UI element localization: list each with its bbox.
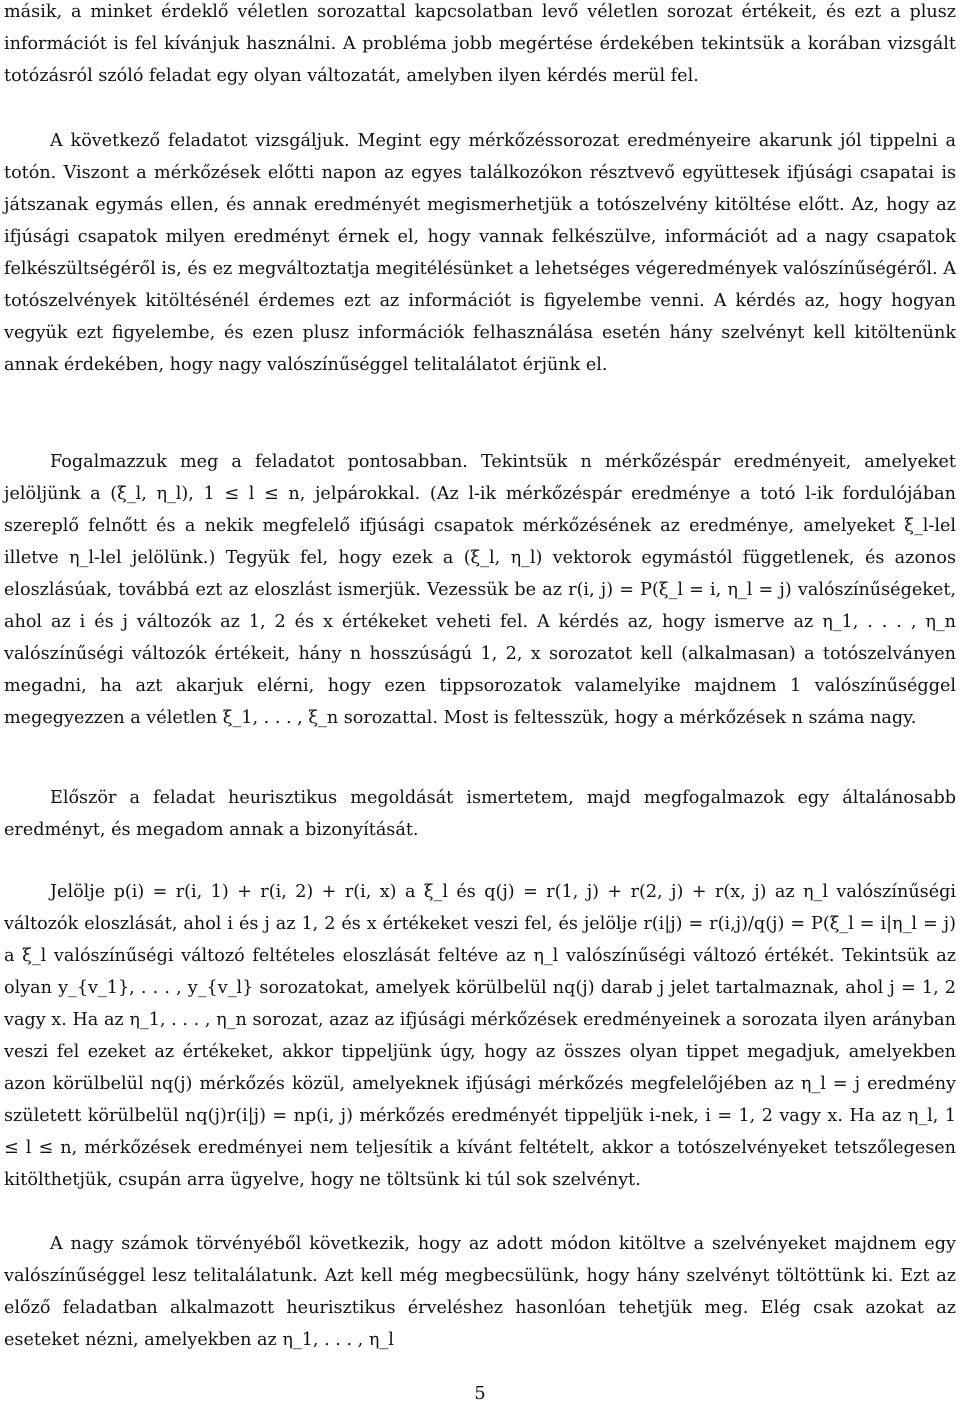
paragraph-outline: Először a feladat heurisztikus megoldását ismertetem, majd megfogalmazok egy általánosabb eredményt, és megadom annak a bizonyítását. xyxy=(4,788,956,840)
page-number: 5 xyxy=(474,1383,486,1404)
paragraph-intro-continuation: másik, a minket érdeklő véletlen sorozattal kapcsolatban levő véletlen sorozat értékeit, és ezt a plusz információt is fel kívánjuk használni. A probléma jobb megértése érdekében tekintsük a korában vizsgált totózásról szóló feladat egy olyan változatát, amelyben ilyen kérdés merül fel. xyxy=(4,2,956,86)
paragraph-law-of-large-numbers: A nagy számok törvényéből következik, hogy az adott módon kitöltve a szelvényeket majdnem egy valószínűséggel lesz telitalálatunk. Azt kell még megbecsülünk, hogy hány szelvényt töltöttünk ki. Ezt az előző feladatban alkalmazott heurisztikus érveléshez hasonlóan tehetjük meg. Elég csak azokat az eseteket nézni, amelyekben az η_1, . . . , η_l xyxy=(4,1234,956,1350)
paragraph-formal-definition: Fogalmazzuk meg a feladatot pontosabban. Tekintsük n mérkőzéspár eredményeit, amelyeket jelöljünk a (ξ_l, η_l), 1 ≤ l ≤ n, jelpárokkal. (Az l-ik mérkőzéspár eredménye a totó l-ik fordulójában szereplő felnőtt és a nekik megfelelő ifjúsági csapatok mérkőzésének az eredménye, amelyeket ξ_l-lel illetve η_l-lel jelölünk.) Tegyük fel, hogy ezek a (ξ_l, η_l) vektorok egymástól függetlenek, és azonos eloszlásúak, továbbá ezt az eloszlást ismerjük. Vezessük be az r(i, j) = P(ξ_l = i, η_l = j) valószínűségeket, ahol az i és j változók az 1, 2 és x értékeket veheti fel. A kérdés az, hogy ismerve az η_1, . . . , η_n valószínűségi változók értékeit, hány n hosszúságú 1, 2, x sorozatot kell (alkalmasan) a totószelványen megadni, ha azt akarjuk elérni, hogy ezen tippsorozatok valamelyike majdnem 1 valószínűséggel megegyezzen a véletlen ξ_1, . . . , ξ_n sorozattal. Most is feltesszük, hogy a mérkőzések n száma nagy. xyxy=(4,452,956,728)
paragraph-heuristic-solution: Jelölje p(i) = r(i, 1) + r(i, 2) + r(i, x) a ξ_l és q(j) = r(1, j) + r(2, j) + r(x, j) az η_l valószínűségi változók eloszlását, ahol i és j az 1, 2 és x értékeket veszi fel, és jelölje r(i|j) = r(i,j)/q(j) = P(ξ_l = i|η_l = j) a ξ_l valószínűségi változó feltételes eloszlását feltéve az η_l valószínűségi változó értékét. Tekintsük az olyan y_{v_1}, . . . , y_{v_l} sorozatokat, amelyek körülbelül nq(j) darab j jelet tartalmaznak, ahol j = 1, 2 vagy x. Ha az η_1, . . . , η_n sorozat, azaz az ifjúsági mérkőzések eredményeinek a sorozata ilyen arányban veszi fel ezeket az értékeket, akkor tippeljünk úgy, hogy az összes olyan tippet megadjuk, amelyekben azon körülbelül nq(j) mérkőzés közül, amelyeknek ifjúsági mérkőzés megfelelőjében az η_l = j eredmény született körülbelül nq(j)r(i|j) = np(i, j) mérkőzés eredményét tippeljük i-nek, i = 1, 2 vagy x. Ha az η_l, 1 ≤ l ≤ n, mérkőzések eredményei nem teljesítik a kívánt feltételt, akkor a totószelvényeket tetszőlegesen kitölthetjük, csupán arra ügyelve, hogy ne töltsünk ki túl sok szelvényt. xyxy=(4,882,956,1190)
paragraph-problem-statement: A következő feladatot vizsgáljuk. Megint egy mérkőzéssorozat eredményeire akarunk jól tippelni a totón. Viszont a mérkőzések előtti napon az egyes találkozókon résztvevő együttesek ifjúsági csapatai is játszanak egymás ellen, és annak eredményét megismerhetjük a totószelvény kitöltése előtt. Az, hogy az ifjúsági csapatok milyen eredményt érnek el, hogy vannak felkészülve, információt ad a nagy csapatok felkészültségéről is, és ez megváltoztatja megitélésünket a lehetséges végeredmények valószínűségéről. A totószelvények kitöltésénél érdemes ezt az információt is figyelembe venni. A kérdés az, hogy hogyan vegyük ezt figyelembe, és ezen plusz információk felhasználása esetén hány szelvényt kell kitöltenünk annak érdekében, hogy nagy valószínűséggel telitalálatot érjünk el. xyxy=(4,131,956,375)
